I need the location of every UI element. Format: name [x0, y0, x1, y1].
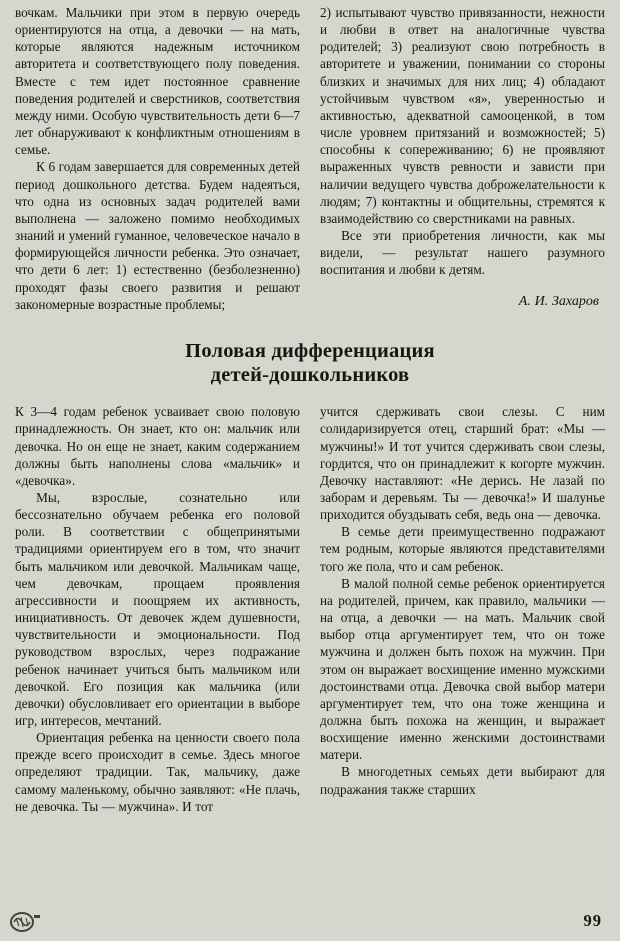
paragraph: В многодетных семьях дети выбирают для подражания также старших [320, 764, 605, 797]
paragraph-continuation: учится сдерживать свои слезы. С ним солидаризируется отец, старший брат: «Мы — мужчины!» И тот учится сдерживать свои слезы, гордится, что он принадлежит к когорте мужчин. Девочку наставляют: «Не дерись. Не лазай по заборам и деревьям. Ты — девочка!» И шалунье приходится обуздывать себя, ведь она — девочка. [320, 404, 605, 523]
paragraph: Мы, взрослые, сознательно или бессознательно обучаем ребенка его половой роли. В соответствии с общепринятыми традициями ориентируем его в том, что значит быть мальчиком или девочкой. Мальчикам чаще, чем девочкам, прощаем проявления агрессивности и поощряем их активность, инициативность. От девочек ждем душевности, чувствительности и эмоциональности. Под руководством взрослых, через подражание ребенок начинает учиться быть мальчиком или девочкой. Его позиция как мальчика (или девочки) обусловливает его ориентации в выборе игр, интересов, мечтаний. [15, 489, 300, 728]
publisher-colophon-icon [8, 909, 42, 933]
paragraph-continuation: 2) испытывают чувство привязанности, нежности и любви в ответ на аналогичные чувства родителей; 3) реализуют свою потребность в авторитете и уважении, понимании со стороны близких и значимых для них лиц; 4) обладают устойчивым чувством «я», уверенностью и активностью, адекватной самооценкой, в том числе уровнем притязаний и возможностей; 5) способны к сопереживанию; 6) не проявляют выраженных чувств ревности и зависти при наличии ведущего чувства доброжелательности к людям; 7) контактны и общительны, стремятся к взаимодействию со сверстниками на равных. [320, 5, 605, 226]
page-number: 99 [583, 910, 602, 930]
article-title-line-1: Половая дифференциация [185, 339, 435, 362]
paragraph: В семье дети преимущественно подражают тем родным, которые являются представителями того же пола, что и сам ребенок. [320, 524, 605, 574]
paragraph: Все эти приобретения личности, как мы видели, — результат нашего разумного воспитания и любви к детям. [320, 228, 605, 278]
top-section [15, 4, 605, 313]
paragraph: В малой полной семье ребенок ориентируется на родителей, причем, как правило, мальчики — на отца, а девочки — на мать. Мальчик свой выбор отца аргументирует тем, что он тоже мужчина и должен быть похож на мужчин. При этом он выражает восхищение именно мужскими достоинствами отца. Девочка свой выбор матери аргументирует тем, что она тоже женщина и должна быть похожа на женщин, и выражает восхищение именно женскими достоинствами матери. [320, 575, 605, 763]
author-signature: А. И. Захаров [518, 293, 599, 309]
paragraph-continuation: вочкам. Мальчики при этом в первую очередь ориентируются на отца, а девочки — на мать, которые являются надежным источником авторитета и соответствующего полу поведения. Вместе с тем идет постоянное сравнение поведения родителей и сверстников, соответствия между ними. Особую чувствительность дети 6—7 лет обнаруживают к конфликтным отношениям в семье. [15, 5, 300, 158]
top-left-column [15, 4, 300, 313]
article-left-column [15, 403, 300, 815]
top-right-column [320, 4, 605, 313]
article-body [15, 403, 605, 815]
article-title-line-2: детей-дошкольников [210, 364, 410, 386]
article-title [15, 339, 605, 387]
paragraph: Ориентация ребенка на ценности своего пола прежде всего происходит в семье. Здесь многое определяют традиции. Так, мальчику, даже самому маленькому, обычно заявляют: «Не плачь, не девочка. Ты — мужчина». И тот [15, 730, 300, 814]
article-right-column [320, 403, 605, 815]
paragraph: К 3—4 годам ребенок усваивает свою половую принадлежность. Он знает, кто он: мальчик или девочка. Но он еще не знает, каким содержанием должны быть наполнены слова «мальчик» и «девочка». [15, 404, 300, 488]
page-footer [0, 907, 620, 933]
paragraph: К 6 годам завершается для современных детей период дошкольного детства. Будем надеяться, что одна из основных задач родителей вами выполнена — заложено помимо необходимых знаний и умений гуманное, человеческое начало в формирующейся личности ребенка. Это означает, что дети 6 лет: 1) естественно (безболезненно) проходят фазы своего развития и решают закономерные возрастные проблемы; [15, 159, 300, 312]
